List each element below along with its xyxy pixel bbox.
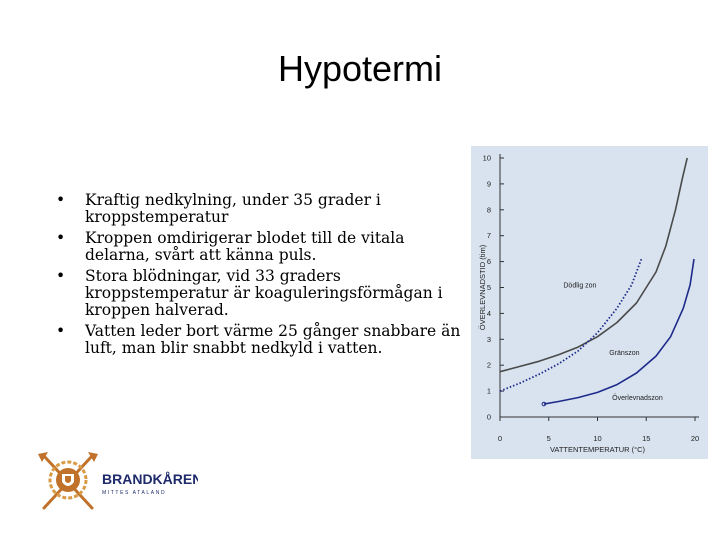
y-tick-label: 2 — [486, 360, 491, 370]
y-tick-label: 9 — [486, 179, 491, 189]
bullet-item — [56, 323, 461, 357]
y-axis-label: ÖVERLEVNADSTID (tim) — [478, 244, 487, 331]
x-tick-label: 0 — [497, 434, 503, 443]
logo-name: BRANDKÅREN — [102, 471, 198, 487]
y-tick-label: 4 — [486, 308, 491, 318]
x-tick-label: 10 — [593, 434, 602, 443]
chart-svg — [471, 146, 708, 459]
bullet-glyph: • — [56, 191, 66, 209]
y-tick-label: 8 — [486, 205, 491, 215]
bullet-text: Kraftig nedkylning, under 35 grader i kroppstemperatur — [85, 191, 381, 226]
logo-emblem-icon — [38, 448, 198, 512]
series-line-1 — [500, 158, 687, 372]
series-line-2 — [500, 259, 641, 391]
logo-tagline: MITTES ATALAND — [102, 490, 167, 496]
annotation-layer — [563, 283, 662, 403]
bullet-glyph: • — [56, 322, 66, 340]
series-line-3 — [544, 259, 694, 404]
bullet-item — [56, 192, 461, 226]
series-layer — [500, 158, 694, 406]
bullet-list — [56, 192, 461, 361]
survival-chart — [471, 146, 708, 459]
bullet-text: Kroppen omdirigerar blodet till de vitala delarna, svårt att känna puls. — [85, 229, 405, 264]
brandkaren-logo — [38, 448, 198, 512]
bullet-glyph: • — [56, 229, 66, 247]
x-ticks — [498, 417, 699, 443]
y-tick-label: 3 — [486, 334, 491, 344]
x-tick-label: 15 — [642, 434, 651, 443]
bullet-text: Stora blödningar, vid 33 graders kroppstemperatur är koaguleringsförmågan i kroppen halverad. — [85, 267, 443, 319]
y-tick-label: 0 — [486, 412, 491, 422]
x-tick-label: 5 — [546, 434, 551, 443]
zone-label: Dödlig zon — [563, 282, 597, 290]
x-axis-label: VATTENTEMPERATUR (°C) — [549, 445, 646, 454]
y-tick-label: 7 — [486, 231, 491, 241]
bullet-text: Vatten leder bort värme 25 gånger snabbare än luft, man blir snabbt nedkyld i vatten. — [85, 322, 461, 357]
y-tick-label: 6 — [486, 257, 491, 267]
zone-label: Överlevnadszon — [612, 395, 663, 403]
zone-label: Gränszon — [609, 349, 640, 357]
bullet-item — [56, 268, 461, 319]
slide-title: Hypotermi — [277, 48, 443, 89]
bullet-item — [56, 230, 461, 264]
y-tick-label: 10 — [482, 153, 491, 163]
bullet-glyph: • — [56, 267, 66, 285]
y-tick-label: 5 — [486, 283, 491, 292]
x-tick-label: 20 — [690, 434, 700, 443]
y-tick-label: 1 — [486, 386, 491, 396]
